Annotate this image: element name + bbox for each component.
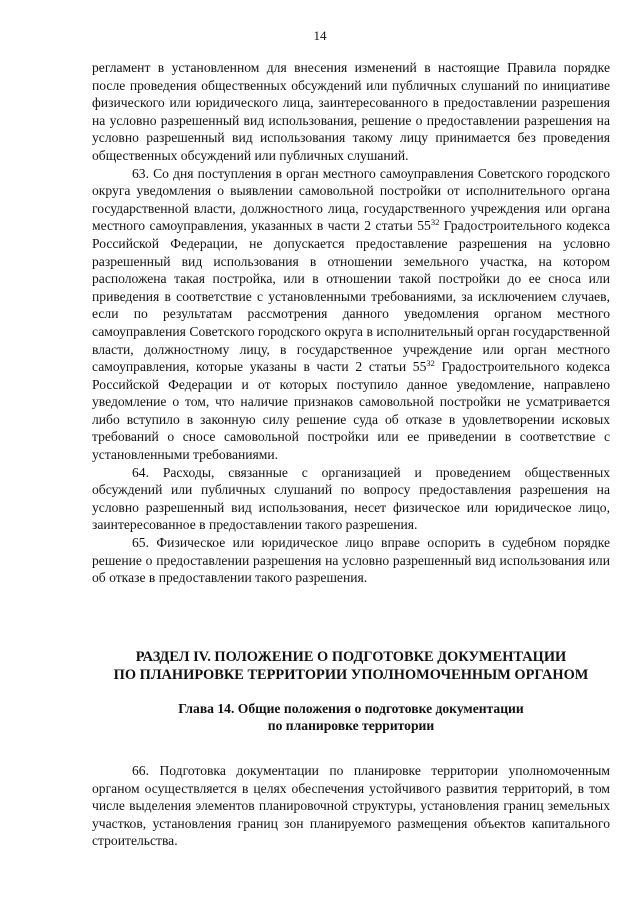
article-superscript: 32: [430, 217, 440, 228]
paragraph-63-part1: 63. Со дня поступления в орган местного самоуправления Советского городского округа уведомления о выявлении самовольной постройки от исполнительного органа государственной власти, должностного лица, государственного учреждения или органа местного самоуправления, указанных в части 2 статьи 55: [92, 165, 610, 234]
body-text-block-2: [92, 762, 610, 850]
page-number: 14: [313, 28, 327, 43]
paragraph-63-part3: Градостроительного кодекса Российской Федерации и от которых поступило данное уведомление, направлено уведомление о том, что наличие признаков самовольной постройки не усматривается либо вступило в законную силу решение суда об отказе в удовлетворении исковых требований о сносе самовольной постройки или ее приведении в соответствие с установленными требованиями.: [92, 359, 610, 463]
paragraph-66: 66. Подготовка документации по планировке территории уполномоченным органом осуществляется в целях обеспечения устойчивого развития территорий, в том числе выделения элементов планировочной структуры, установления границ земельных участков, установления границ зон планируемого размещения объектов капитального строительства.: [92, 763, 610, 849]
section-title: [92, 648, 610, 684]
paragraph-64: 64. Расходы, связанные с организацией и проведением общественных обсуждений или публичных слушаний по вопросу предоставления разрешения на условно разрешенный вид использования, несет физическое или юридическое лицо, заинтересованное в предоставлении такого разрешения.: [92, 464, 610, 533]
article-superscript: 32: [426, 358, 435, 369]
chapter-title-line-1: Глава 14. Общие положения о подготовке документации: [178, 701, 524, 716]
paragraph-65: 65. Физическое или юридическое лицо вправе оспорить в судебном порядке решение о предоставлении разрешения на условно разрешенный вид использования или об отказе в предоставлении такого разрешения.: [92, 535, 610, 586]
section-title-line-1: РАЗДЕЛ IV. ПОЛОЖЕНИЕ О ПОДГОТОВКЕ ДОКУМЕНТАЦИИ: [135, 649, 567, 665]
section-title-line-2: ПО ПЛАНИРОВКЕ ТЕРРИТОРИИ УПОЛНОМОЧЕННЫМ ОРГАНОМ: [113, 667, 589, 683]
paragraph-63-part2: Градостроительного кодекса Российской Федерации, не допускается предоставление разрешения на условно разрешенный вид использования в отношении земельного участка, на котором расположена такая постройка, или в отношении такой постройки до ее сноса или приведения в соответствие с установленными требованиями, за исключением случаев, если по результатам рассмотрения данного уведомления органом местного самоуправления Советского городского округа в исполнительный орган государственной власти, должностному лицу, в государственное учреждение или орган местного самоуправления, которые указаны в части 2 статьи 55: [92, 218, 610, 375]
body-text-block: [92, 59, 610, 587]
chapter-title: [92, 700, 610, 734]
chapter-title-line-2: по планировке территории: [267, 718, 435, 733]
paragraph-62-continuation: регламент в установленном для внесения изменений в настоящие Правила порядке после проведения общественных обсуждений или публичных слушаний по инициативе физического или юридического лица, заинтересованного в предоставлении разрешения на условно разрешенный вид использования, решение о предоставлении разрешения на условно разрешенный вид использования такому лицу принимается без проведения общественных обсуждений или публичных слушаний.: [92, 60, 610, 163]
paragraph-63: [92, 165, 610, 464]
